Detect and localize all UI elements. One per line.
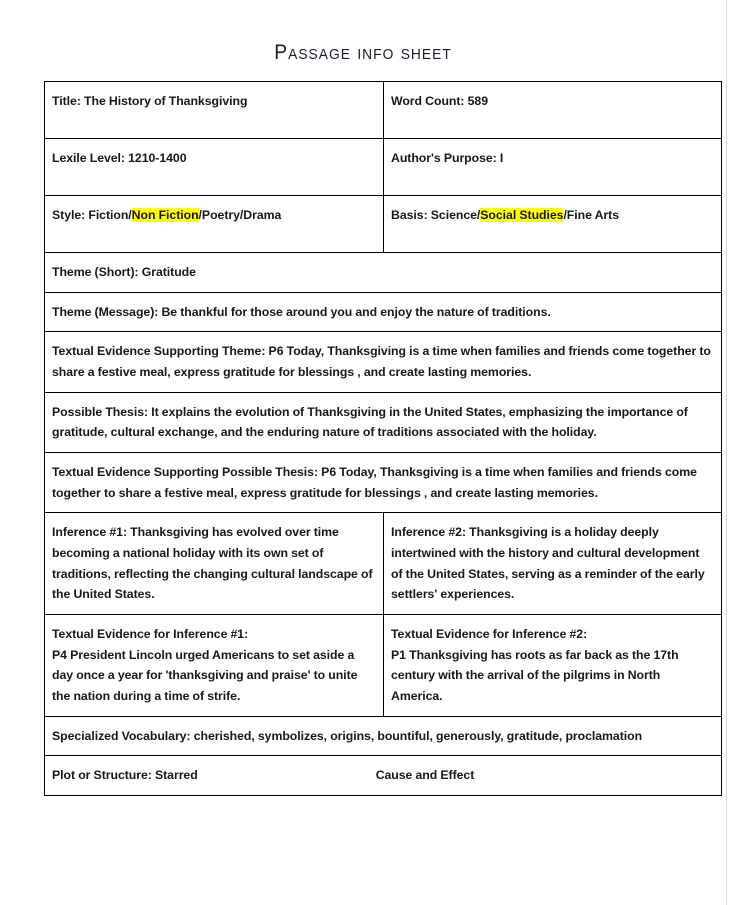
basis-prefix-text: Basis: Science/ xyxy=(391,208,481,222)
cell-style[interactable] xyxy=(45,196,384,253)
cell-theme-message[interactable]: Theme (Message): Be thankful for those around you and enjoy the nature of traditions. xyxy=(45,292,722,332)
evidence-inference-1-body: P4 President Lincoln urged Americans to set aside a day once a year for 'thanksgiving and praise' to unite the nation during a time of strife. xyxy=(52,647,358,703)
page-title: Passage info sheet xyxy=(274,41,452,64)
table-row-title-wordcount xyxy=(45,82,722,139)
cell-evidence-inference-2[interactable] xyxy=(384,614,722,716)
cell-possible-thesis[interactable]: Possible Thesis: It explains the evolution of Thanksgiving in the United States, emphasizing the importance of gratitude, cultural exchange, and the enduring nature of traditions associated with the holiday. xyxy=(45,392,722,452)
cell-authors-purpose[interactable]: Author's Purpose: I xyxy=(384,139,722,196)
table-row-inference-evidence xyxy=(45,614,722,716)
cell-textual-evidence-supporting-theme[interactable]: Textual Evidence Supporting Theme: P6 Today, Thanksgiving is a time when families and friends come together to share a festive meal, express gratitude for blessings , and create lasting memories. xyxy=(45,332,722,392)
table-row-style-basis xyxy=(45,196,722,253)
evidence-inference-2-heading: Textual Evidence for Inference #2: xyxy=(391,626,588,641)
table-row-plot-structure xyxy=(45,756,722,796)
table-row-possible-thesis xyxy=(45,392,722,452)
basis-selected-highlight[interactable]: Social Studies xyxy=(480,208,564,222)
cell-title[interactable]: Title: The History of Thanksgiving xyxy=(45,82,384,139)
passage-info-table xyxy=(44,81,722,796)
cell-lexile-level[interactable]: Lexile Level: 1210-1400 xyxy=(45,139,384,196)
table-row-evidence-thesis xyxy=(45,452,722,512)
cell-basis[interactable] xyxy=(384,196,722,253)
style-selected-highlight[interactable]: Non Fiction xyxy=(131,208,199,222)
cell-plot-or-structure[interactable] xyxy=(45,756,722,796)
table-row-theme-short xyxy=(45,253,722,293)
table-row-theme-message xyxy=(45,292,722,332)
table-row-lexile-purpose xyxy=(45,139,722,196)
plot-structure-secondary: Cause and Effect xyxy=(375,768,475,783)
cell-evidence-inference-1[interactable] xyxy=(45,614,384,716)
table-row-inferences xyxy=(45,513,722,615)
evidence-inference-1-heading: Textual Evidence for Inference #1: xyxy=(52,626,249,641)
basis-suffix-text: /Fine Arts xyxy=(563,208,619,222)
cell-inference-2[interactable]: Inference #2: Thanksgiving is a holiday deeply intertwined with the history and cultural development of the United States, serving as a reminder of the early settlers' experiences. xyxy=(384,513,722,615)
table-row-evidence-theme xyxy=(45,332,722,392)
table-row-specialized-vocabulary xyxy=(45,716,722,756)
plot-or-structure-value: Plot or Structure: Starred xyxy=(52,768,198,783)
style-prefix-text: Style: Fiction/ xyxy=(52,208,132,222)
cell-inference-1[interactable]: Inference #1: Thanksgiving has evolved over time becoming a national holiday with its own set of traditions, reflecting the changing cultural landscape of the United States. xyxy=(45,513,384,615)
style-suffix-text: /Poetry/Drama xyxy=(198,208,282,222)
cell-specialized-vocabulary[interactable]: Specialized Vocabulary: cherished, symbolizes, origins, bountiful, generously, gratitude, proclamation xyxy=(45,716,722,756)
cell-theme-short[interactable]: Theme (Short): Gratitude xyxy=(45,253,722,293)
evidence-inference-2-body: P1 Thanksgiving has roots as far back as the 17th century with the arrival of the pilgrims in North America. xyxy=(391,647,679,703)
cell-textual-evidence-supporting-possible-thesis[interactable]: Textual Evidence Supporting Possible Thesis: P6 Today, Thanksgiving is a time when families and friends come together to share a festive meal, express gratitude for blessings , and create lasting memories. xyxy=(45,452,722,512)
cell-word-count[interactable]: Word Count: 589 xyxy=(384,82,722,139)
